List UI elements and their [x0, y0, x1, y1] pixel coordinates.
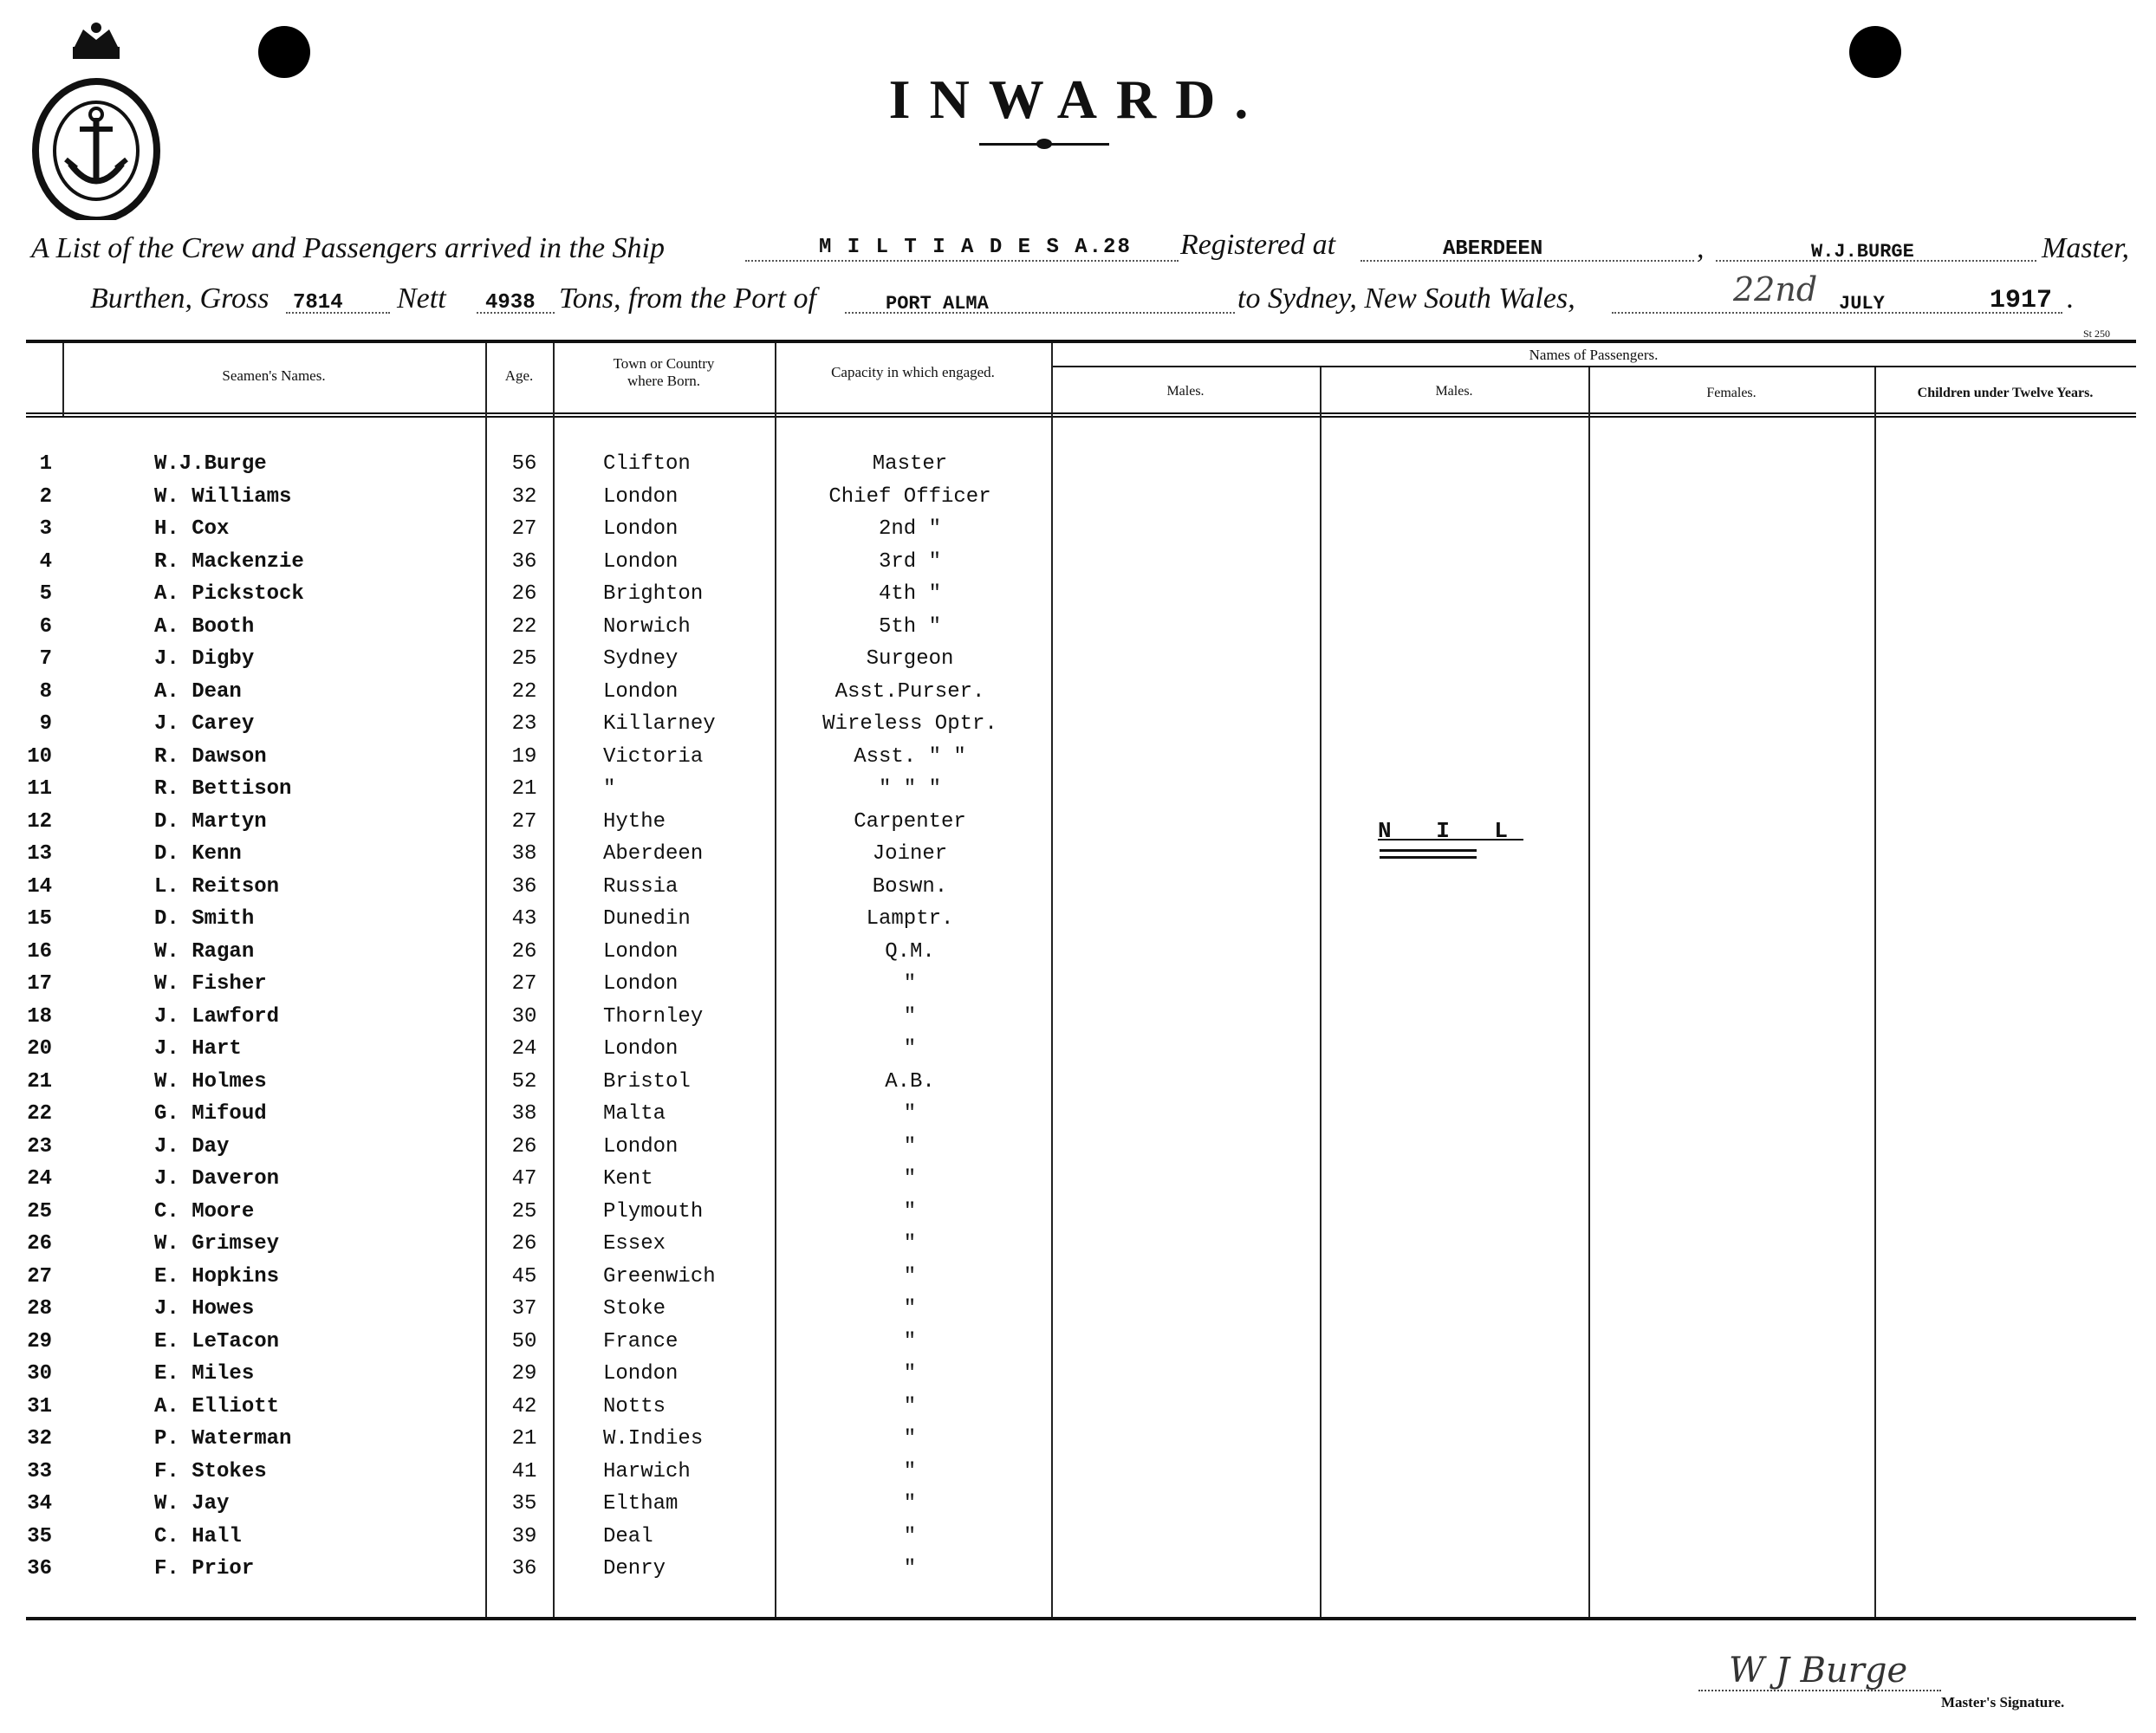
crew-age: 43: [511, 907, 537, 931]
crew-age: 25: [511, 647, 537, 671]
crew-capacity: 5th ": [878, 615, 941, 639]
arrival-year: 1917: [1990, 286, 2053, 315]
nett-tons: 4938: [485, 291, 536, 315]
table-top-rule: [26, 340, 2136, 343]
crew-capacity: Chief Officer: [828, 485, 991, 509]
crew-birthplace: Plymouth: [603, 1200, 704, 1223]
crew-number: 12: [27, 810, 52, 834]
crew-age: 56: [511, 452, 537, 476]
crew-birthplace: Notts: [603, 1395, 666, 1418]
crew-name: E. Hopkins: [154, 1265, 280, 1288]
crew-capacity: ": [903, 1330, 917, 1353]
header-registered-label: Registered at: [1180, 229, 1336, 261]
crew-name: A. Elliott: [154, 1395, 280, 1418]
crew-age: 47: [511, 1167, 537, 1191]
gross-tons: 7814: [293, 291, 343, 315]
crew-row: [0, 1460, 2156, 1491]
crew-row: [0, 647, 2156, 678]
crew-row: [0, 1395, 2156, 1426]
crew-row: [0, 1330, 2156, 1361]
crew-birthplace: London: [603, 1135, 679, 1159]
crew-number: 6: [39, 615, 52, 639]
crew-row: [0, 777, 2156, 808]
crew-capacity: ": [903, 1460, 917, 1483]
header-nett-label: Nett: [397, 282, 446, 315]
crew-capacity: ": [903, 1492, 917, 1516]
crew-capacity: 2nd ": [878, 517, 941, 541]
crew-birthplace: London: [603, 972, 679, 996]
crew-name: W. Williams: [154, 485, 292, 509]
crew-name: J. Digby: [154, 647, 255, 671]
crew-row: [0, 940, 2156, 971]
crew-age: 26: [511, 1232, 537, 1256]
crew-capacity: 3rd ": [878, 550, 941, 574]
crew-age: 25: [511, 1200, 537, 1223]
ship-name: M I L T I A D E S A.28: [819, 236, 1132, 259]
document-title: INWARD.: [888, 68, 1268, 130]
col-header-females: Females.: [1706, 386, 1757, 400]
crew-number: 34: [27, 1492, 52, 1516]
crew-row: [0, 1167, 2156, 1198]
crew-age: 39: [511, 1525, 537, 1548]
ship-field-line: [745, 260, 1179, 262]
crew-capacity: ": [903, 1232, 917, 1256]
col-header-seamen-names: Seamen's Names.: [222, 367, 326, 384]
crew-number: 35: [27, 1525, 52, 1548]
signature-label: Master's Signature.: [1941, 1694, 2065, 1710]
crew-birthplace: Harwich: [603, 1460, 691, 1483]
crew-name: E. Miles: [154, 1362, 255, 1386]
crew-age: 32: [511, 485, 537, 509]
crew-name: C. Moore: [154, 1200, 255, 1223]
crew-name: A. Dean: [154, 680, 242, 704]
crew-name: J. Hart: [154, 1037, 242, 1061]
crew-name: A. Pickstock: [154, 582, 304, 606]
crew-row: [0, 1265, 2156, 1296]
crew-name: F. Prior: [154, 1557, 255, 1580]
crew-number: 9: [39, 712, 52, 736]
crew-age: 37: [511, 1297, 537, 1321]
crew-row: [0, 972, 2156, 1003]
crew-age: 50: [511, 1330, 537, 1353]
nil-underline-2: [1380, 856, 1477, 859]
crew-number: 5: [39, 582, 52, 606]
crew-capacity: Q.M.: [885, 940, 935, 964]
crew-birthplace: Denry: [603, 1557, 666, 1580]
crew-row: [0, 1557, 2156, 1588]
crew-age: 21: [511, 777, 537, 801]
crew-birthplace: London: [603, 550, 679, 574]
crew-number: 18: [27, 1005, 52, 1029]
crew-birthplace: Hythe: [603, 810, 666, 834]
passengers-subrule: [1053, 366, 2136, 367]
master-signature-handwriting: W J Burge: [1729, 1651, 1908, 1691]
crew-row: [0, 680, 2156, 711]
crew-age: 38: [511, 842, 537, 866]
col-header-capacity: Capacity in which engaged.: [831, 364, 995, 380]
crew-age: 27: [511, 517, 537, 541]
crew-row: [0, 875, 2156, 906]
crew-age: 23: [511, 712, 537, 736]
col-header-males-1: Males.: [1166, 384, 1205, 399]
crew-number: 14: [27, 875, 52, 899]
crew-name: R. Bettison: [154, 777, 292, 801]
crew-row: [0, 615, 2156, 646]
crew-number: 13: [27, 842, 52, 866]
crew-birthplace: Norwich: [603, 615, 691, 639]
crew-capacity: ": [903, 1427, 917, 1451]
crew-capacity: Asst. " ": [854, 745, 966, 769]
passengers-nil: N I L: [1378, 818, 1524, 844]
crew-number: 28: [27, 1297, 52, 1321]
crew-capacity: ": [903, 1167, 917, 1191]
crew-row: [0, 1232, 2156, 1263]
crew-capacity: Joiner: [872, 842, 948, 866]
crew-row: [0, 517, 2156, 548]
crew-capacity: ": [903, 1005, 917, 1029]
registered-port: ABERDEEN: [1443, 237, 1543, 261]
crew-number: 25: [27, 1200, 52, 1223]
crew-name: J. Daveron: [154, 1167, 280, 1191]
crew-capacity: A.B.: [885, 1070, 935, 1094]
crew-birthplace: London: [603, 1362, 679, 1386]
crew-capacity: ": [903, 972, 917, 996]
crew-number: 15: [27, 907, 52, 931]
crew-row: [0, 452, 2156, 484]
crew-age: 26: [511, 940, 537, 964]
col-header-males-2: Males.: [1435, 384, 1473, 399]
nil-underline-1: [1380, 849, 1477, 852]
crew-age: 27: [511, 810, 537, 834]
crew-age: 27: [511, 972, 537, 996]
crew-capacity: ": [903, 1362, 917, 1386]
crew-number: 4: [39, 550, 52, 574]
crew-age: 24: [511, 1037, 537, 1061]
crew-birthplace: Victoria: [603, 745, 704, 769]
crew-age: 30: [511, 1005, 537, 1029]
crew-name: R. Mackenzie: [154, 550, 304, 574]
crew-name: A. Booth: [154, 615, 255, 639]
crew-number: 24: [27, 1167, 52, 1191]
header-bottom-rule-2: [26, 416, 2136, 418]
crew-row: [0, 1070, 2156, 1101]
col-header-town-2: where Born.: [627, 373, 701, 389]
crew-name: E. LeTacon: [154, 1330, 280, 1353]
crew-birthplace: London: [603, 680, 679, 704]
crew-age: 41: [511, 1460, 537, 1483]
crew-number: 16: [27, 940, 52, 964]
master-name: W.J.BURGE: [1811, 241, 1914, 263]
crew-row: [0, 1427, 2156, 1458]
col-header-town-1: Town or Country: [613, 355, 715, 372]
crew-number: 23: [27, 1135, 52, 1159]
crew-age: 22: [511, 615, 537, 639]
crew-name: D. Martyn: [154, 810, 267, 834]
crew-number: 20: [27, 1037, 52, 1061]
crew-age: 52: [511, 1070, 537, 1094]
crew-capacity: ": [903, 1395, 917, 1418]
signature-line: [1698, 1690, 1941, 1691]
crew-birthplace: France: [603, 1330, 679, 1353]
crew-birthplace: Stoke: [603, 1297, 666, 1321]
crew-birthplace: Greenwich: [603, 1265, 716, 1288]
crew-capacity: ": [903, 1265, 917, 1288]
crew-name: C. Hall: [154, 1525, 242, 1548]
crew-capacity: 4th ": [878, 582, 941, 606]
crew-age: 21: [511, 1427, 537, 1451]
crew-birthplace: Bristol: [603, 1070, 691, 1094]
crew-capacity: Asst.Purser.: [834, 680, 985, 704]
crew-capacity: ": [903, 1525, 917, 1548]
crew-age: 36: [511, 1557, 537, 1580]
crew-age: 45: [511, 1265, 537, 1288]
crew-name: H. Cox: [154, 517, 230, 541]
crew-name: P. Waterman: [154, 1427, 292, 1451]
crew-capacity: ": [903, 1135, 917, 1159]
table-bottom-rule: [26, 1617, 2136, 1620]
crew-name: W. Jay: [154, 1492, 230, 1516]
crew-number: 31: [27, 1395, 52, 1418]
crew-birthplace: Essex: [603, 1232, 666, 1256]
crew-number: 30: [27, 1362, 52, 1386]
crew-birthplace: Thornley: [603, 1005, 704, 1029]
crew-name: L. Reitson: [154, 875, 280, 899]
crew-age: 35: [511, 1492, 537, 1516]
crew-birthplace: Dunedin: [603, 907, 691, 931]
col-header-children: Children under Twelve Years.: [1917, 386, 2094, 400]
crew-number: 33: [27, 1460, 52, 1483]
crew-birthplace: W.Indies: [603, 1427, 704, 1451]
crew-row: [0, 1037, 2156, 1068]
crew-birthplace: Sydney: [603, 647, 679, 671]
title-ornament-dot: [1036, 139, 1052, 149]
crew-name: J. Lawford: [154, 1005, 280, 1029]
crew-name: F. Stokes: [154, 1460, 267, 1483]
crew-row: [0, 810, 2156, 841]
crew-name: J. Day: [154, 1135, 230, 1159]
port-of-departure: PORT ALMA: [886, 293, 989, 315]
crew-row: [0, 1297, 2156, 1328]
crew-name: D. Kenn: [154, 842, 242, 866]
crew-row: [0, 745, 2156, 776]
crew-birthplace: London: [603, 485, 679, 509]
crew-row: [0, 1492, 2156, 1523]
crew-row: [0, 1525, 2156, 1556]
crew-birthplace: Malta: [603, 1102, 666, 1126]
crew-number: 22: [27, 1102, 52, 1126]
crew-birthplace: London: [603, 517, 679, 541]
crew-age: 38: [511, 1102, 537, 1126]
crew-capacity: Master: [872, 452, 948, 476]
crew-name: J. Howes: [154, 1297, 255, 1321]
crew-capacity: ": [903, 1297, 917, 1321]
crew-age: 19: [511, 745, 537, 769]
col-header-passengers: Names of Passengers.: [1529, 347, 1659, 363]
crew-birthplace: Clifton: [603, 452, 691, 476]
crew-number: 27: [27, 1265, 52, 1288]
crew-birthplace: Eltham: [603, 1492, 679, 1516]
crew-number: 2: [39, 485, 52, 509]
header-bottom-rule-1: [26, 412, 2136, 414]
crew-name: G. Mifoud: [154, 1102, 267, 1126]
crew-birthplace: Aberdeen: [603, 842, 704, 866]
col-header-age: Age.: [504, 367, 534, 384]
crew-age: 36: [511, 550, 537, 574]
form-number: St 250: [2083, 328, 2111, 340]
crew-number: 3: [39, 517, 52, 541]
crew-number: 21: [27, 1070, 52, 1094]
crew-age: 22: [511, 680, 537, 704]
crew-row: [0, 582, 2156, 613]
crew-birthplace: ": [603, 777, 616, 801]
crew-capacity: ": [903, 1200, 917, 1223]
crew-age: 36: [511, 875, 537, 899]
arrival-month: JULY: [1839, 293, 1885, 315]
crew-row: [0, 550, 2156, 581]
crew-name: J. Carey: [154, 712, 255, 736]
crew-number: 10: [27, 745, 52, 769]
crew-capacity: " " ": [878, 777, 941, 801]
crew-row: [0, 712, 2156, 743]
crew-capacity: ": [903, 1557, 917, 1580]
crew-number: 29: [27, 1330, 52, 1353]
crew-name: W. Grimsey: [154, 1232, 280, 1256]
crew-age: 26: [511, 1135, 537, 1159]
crew-number: 7: [39, 647, 52, 671]
crew-birthplace: Killarney: [603, 712, 716, 736]
crew-row: [0, 1005, 2156, 1036]
crew-capacity: ": [903, 1102, 917, 1126]
crew-row: [0, 485, 2156, 516]
header-port-label: Tons, from the Port of: [559, 282, 816, 315]
crew-name: W. Fisher: [154, 972, 267, 996]
crew-birthplace: London: [603, 940, 679, 964]
crew-row: [0, 1102, 2156, 1133]
crew-capacity: Lamptr.: [866, 907, 954, 931]
crew-name: W. Holmes: [154, 1070, 267, 1094]
crew-age: 42: [511, 1395, 537, 1418]
crew-capacity: Carpenter: [854, 810, 966, 834]
crew-number: 17: [27, 972, 52, 996]
header-period: .: [2067, 282, 2075, 315]
crew-birthplace: Kent: [603, 1167, 653, 1191]
crew-number: 11: [27, 777, 52, 801]
arrival-day: 22nd: [1733, 270, 1818, 308]
crew-birthplace: Russia: [603, 875, 679, 899]
header-destination-label: to Sydney, New South Wales,: [1237, 282, 1575, 315]
crew-row: [0, 1135, 2156, 1166]
crew-number: 26: [27, 1232, 52, 1256]
crew-row: [0, 842, 2156, 873]
crew-capacity: Boswn.: [872, 875, 948, 899]
crew-age: 26: [511, 582, 537, 606]
crew-number: 8: [39, 680, 52, 704]
header-line1-prefix: A List of the Crew and Passengers arrived in the Ship: [31, 232, 665, 264]
crew-number: 36: [27, 1557, 52, 1580]
crew-capacity: Wireless Optr.: [822, 712, 997, 736]
header-master-label: Master,: [2042, 232, 2130, 264]
crew-name: R. Dawson: [154, 745, 267, 769]
header-comma: ,: [1697, 232, 1705, 264]
crew-capacity: Surgeon: [866, 647, 954, 671]
crew-name: W.J.Burge: [154, 452, 267, 476]
crew-birthplace: London: [603, 1037, 679, 1061]
crew-name: D. Smith: [154, 907, 255, 931]
crew-row: [0, 1200, 2156, 1231]
crew-birthplace: Deal: [603, 1525, 653, 1548]
crew-age: 29: [511, 1362, 537, 1386]
crew-row: [0, 1362, 2156, 1393]
crew-birthplace: Brighton: [603, 582, 704, 606]
crew-name: W. Ragan: [154, 940, 255, 964]
crew-number: 32: [27, 1427, 52, 1451]
crew-capacity: ": [903, 1037, 917, 1061]
crew-row: [0, 907, 2156, 938]
header-burthen-label: Burthen, Gross: [90, 282, 270, 315]
crew-number: 1: [39, 452, 52, 476]
